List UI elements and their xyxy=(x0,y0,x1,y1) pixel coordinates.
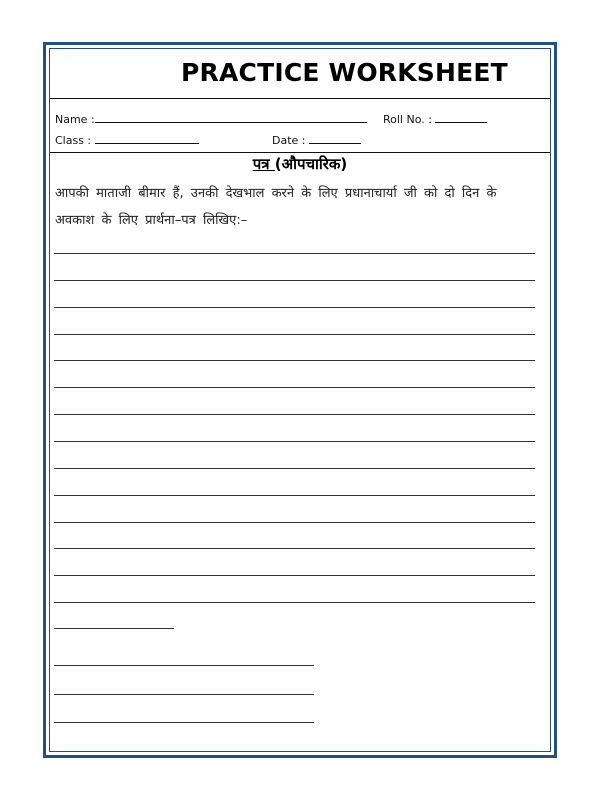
writing-line[interactable] xyxy=(54,495,535,496)
roll-number-label: Roll No. : xyxy=(383,113,432,126)
writing-line[interactable] xyxy=(54,387,535,388)
section-heading-sub: (औपचारिक) xyxy=(274,155,348,173)
writing-prompt: आपकी माताजी बीमार हैं, उनकी देखभाल करने के लिए प्रधानाचार्या जी को दो दिन के अवकाश के लिए प्रार्थना–पत्र लिखिए:– xyxy=(55,186,497,228)
writing-line[interactable] xyxy=(54,548,535,549)
worksheet-border xyxy=(43,42,557,758)
writing-line[interactable] xyxy=(54,307,535,308)
class-field[interactable] xyxy=(55,133,199,147)
writing-line[interactable] xyxy=(54,414,535,415)
writing-line[interactable] xyxy=(54,334,535,335)
roll-number-field[interactable] xyxy=(383,112,487,126)
fields-divider xyxy=(50,152,550,153)
section-heading xyxy=(50,154,550,174)
worksheet-title: PRACTICE WORKSHEET xyxy=(181,58,508,87)
writing-line[interactable] xyxy=(54,602,535,603)
signature-line[interactable] xyxy=(54,722,314,723)
writing-line[interactable] xyxy=(54,280,535,281)
class-label: Class : xyxy=(55,134,92,147)
date-blank[interactable] xyxy=(309,133,361,144)
writing-line[interactable] xyxy=(54,441,535,442)
section-heading-main: पत्र xyxy=(252,155,275,173)
name-field[interactable] xyxy=(55,112,367,126)
worksheet-inner-border xyxy=(49,48,551,752)
short-writing-line[interactable] xyxy=(54,628,174,629)
date-field[interactable] xyxy=(272,133,361,147)
signature-line[interactable] xyxy=(54,665,314,666)
date-label: Date : xyxy=(272,134,306,147)
roll-number-blank[interactable] xyxy=(435,112,487,123)
writing-line[interactable] xyxy=(54,575,535,576)
writing-line[interactable] xyxy=(54,253,535,254)
signature-line[interactable] xyxy=(54,694,314,695)
writing-line[interactable] xyxy=(54,522,535,523)
writing-line[interactable] xyxy=(54,360,535,361)
header-divider xyxy=(50,98,550,99)
writing-line[interactable] xyxy=(54,468,535,469)
class-blank[interactable] xyxy=(95,133,199,144)
name-label: Name : xyxy=(55,113,95,126)
name-blank[interactable] xyxy=(95,112,367,123)
